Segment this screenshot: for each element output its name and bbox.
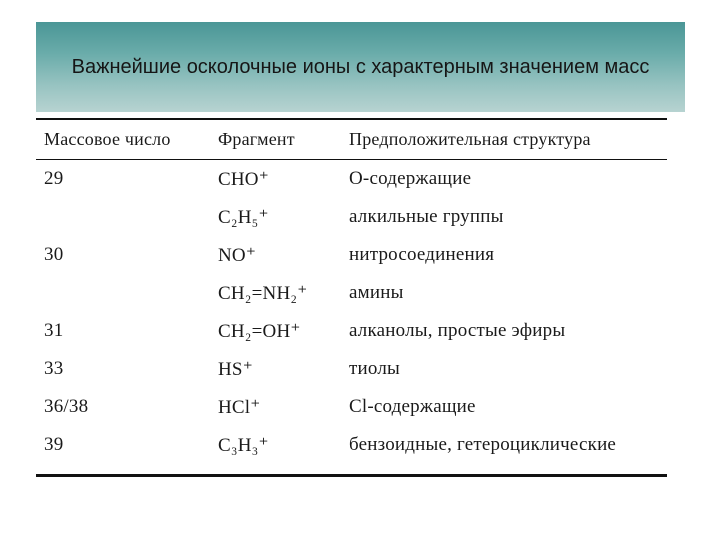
- mass-cell: 36/38: [44, 396, 89, 417]
- table-row: [36, 198, 667, 236]
- mass-cell: 31: [44, 320, 64, 341]
- fragment-cell: CH₂=NH₂⁺: [218, 282, 308, 304]
- header-mass-number: Массовое число: [44, 129, 171, 149]
- structure-cell: O-содержащие: [349, 168, 472, 189]
- table-row: [36, 350, 667, 388]
- mass-cell: 33: [44, 358, 64, 379]
- structure-cell: тиолы: [349, 358, 400, 379]
- table-row: [36, 274, 667, 312]
- header-structure: Предположительная структура: [349, 129, 591, 149]
- slide-title: Важнейшие осколочные ионы с характерным значением масс: [71, 56, 650, 78]
- table-bottom-rule: [36, 474, 667, 477]
- fragment-cell: C₃H₃⁺: [218, 434, 269, 456]
- structure-cell: алкильные группы: [349, 206, 504, 227]
- table-row: [36, 160, 667, 198]
- mass-cell: 39: [44, 434, 64, 455]
- structure-cell: Cl-содержащие: [349, 396, 476, 417]
- table-row: [36, 236, 667, 274]
- fragment-cell: CH₂=OH⁺: [218, 320, 301, 342]
- fragment-cell: HCl⁺: [218, 396, 261, 418]
- structure-cell: амины: [349, 282, 404, 303]
- mass-cell: 30: [44, 244, 64, 265]
- fragment-cell: CHO⁺: [218, 168, 269, 190]
- structure-cell: нитросоединения: [349, 244, 495, 265]
- table-row: [36, 388, 667, 426]
- table-header-row: [36, 120, 667, 159]
- title-banner: [36, 22, 685, 112]
- table-row: [36, 312, 667, 350]
- fragment-cell: HS⁺: [218, 358, 253, 380]
- structure-cell: бензоидные, гетероциклические: [349, 434, 617, 455]
- table-row: [36, 426, 667, 464]
- fragment-ions-table: [36, 118, 667, 464]
- fragment-cell: C₂H₅⁺: [218, 206, 269, 228]
- header-fragment: Фрагмент: [218, 129, 295, 149]
- structure-cell: алканолы, простые эфиры: [349, 320, 566, 341]
- fragment-cell: NO⁺: [218, 244, 257, 266]
- mass-cell: 29: [44, 168, 64, 189]
